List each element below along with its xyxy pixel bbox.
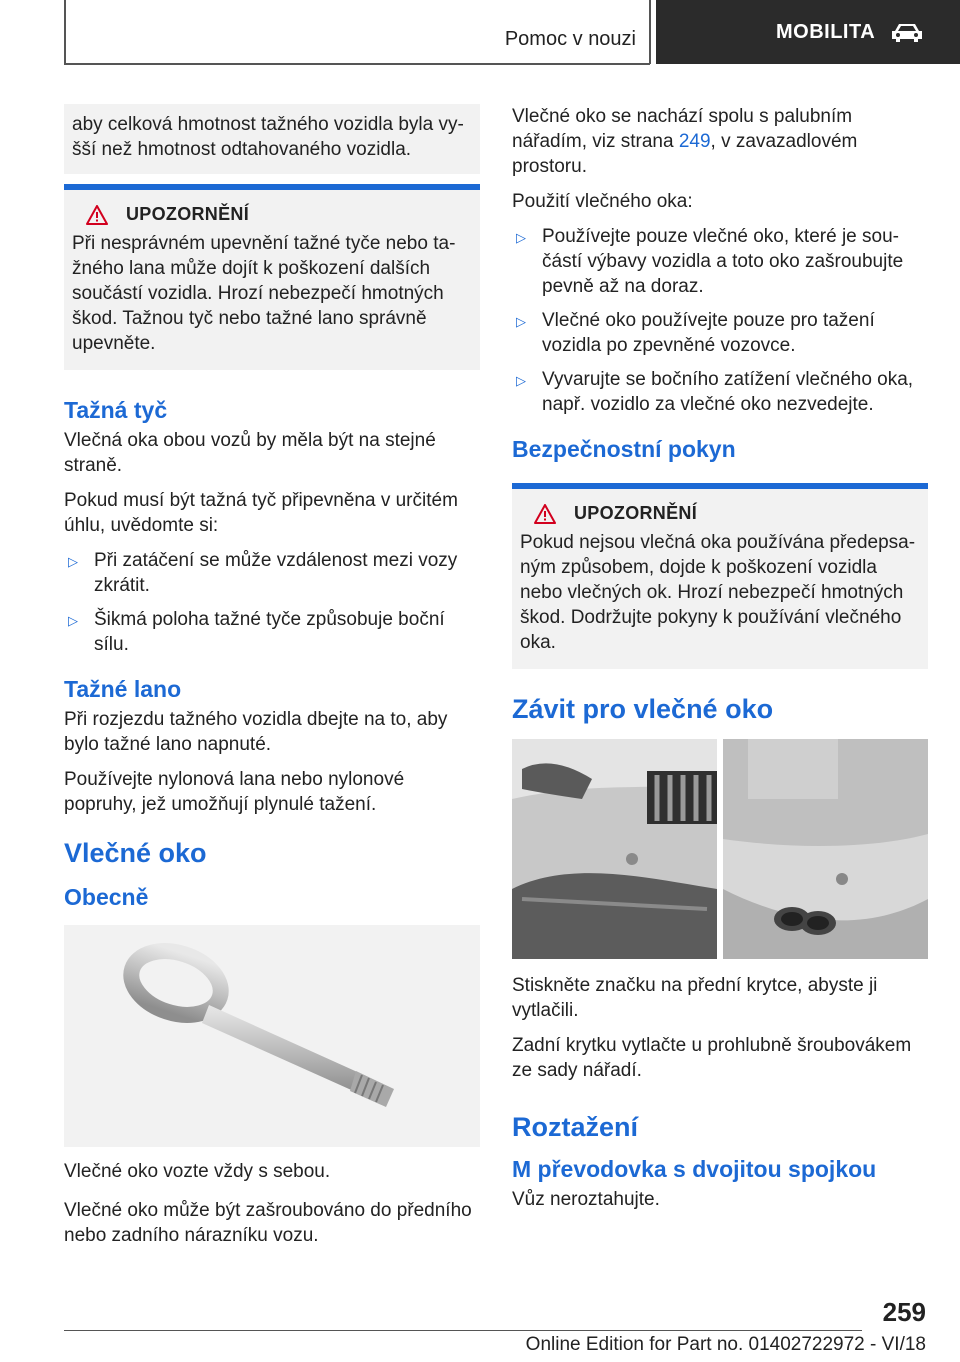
bullet-list [64,548,480,657]
page-number: 259 [882,1297,926,1327]
triangle-bullet-icon: ▷ [68,613,78,628]
car-icon [889,21,925,43]
page-reference-link[interactable]: 249 [678,131,711,152]
heading-tazne-lano: Tažné lano [64,676,182,702]
paragraph: Při rozjezdu tažného vozidla dbejte na to, aby bylo tažné lano napnuté. [64,709,448,755]
paragraph: Používejte nylonová lana nebo nylonové popruhy, jež umožňují plynulé tažení. [64,769,405,815]
list-item [512,367,928,417]
warning-box [512,483,928,669]
subheading-dct: M převodovka s dvojitou spojkou [512,1156,877,1182]
heading-vlecne-oko: Vlečné oko [64,838,207,868]
right-column [512,104,928,1222]
footer-rule [64,1330,862,1331]
subheading-obecne: Obecně [64,884,149,910]
list-item-text: Šikmá poloha tažné tyče způsobuje boční sílu. [94,609,445,655]
warning-title: UPOZORNĚNÍ [126,204,250,224]
heading-bezpecnostni-pokyn: Bezpečnostní pokyn [512,436,736,462]
paragraph [512,104,928,179]
warning-title: UPOZORNĚNÍ [574,503,698,523]
paragraph: Pokud musí být tažná tyč připevněna v určitém úhlu, uvědomte si: [64,490,458,536]
list-item [512,224,928,299]
paragraph: Použití vlečného oka: [512,191,693,212]
bumper-images [512,739,928,959]
list-item [64,607,480,657]
intro-box [64,104,480,174]
warning-box [64,184,480,370]
header-chapter-title: MOBILITA [776,20,876,43]
header-rule-bottom [64,63,650,65]
heading-roztazeni: Roztažení [512,1112,639,1142]
list-item-text: Vyvarujte se bočního zatížení vlečného oka, např. vozidlo za vlečné oko nezvedejte. [542,369,914,415]
list-item [64,548,480,598]
warning-header [534,503,920,524]
header-section-title: Pomoc v nouzi [504,28,636,50]
warning-text: Při nesprávném upevnění tažné tyče nebo tažného lana může dojít k poškození dalších součástí vozidla. Hrozí nebezpečí hmotných škod. Tažnou tyč nebo tažné lano správně upevněte. [72,233,456,354]
paragraph: Stiskněte značku na přední krytce, abyste ji vytlačili. [512,975,878,1021]
heading-zavit: Závit pro vlečné oko [512,694,774,724]
header-rule-left [64,0,66,64]
triangle-bullet-icon: ▷ [68,554,78,569]
tow-eye-illustration [64,925,480,1147]
bullet-list [512,224,928,417]
warning-icon [534,504,556,524]
paragraph: Vlečné oko může být zašroubováno do předního nebo zadního nárazníku vozu. [64,1200,472,1246]
header-divider [649,0,651,64]
list-item-text: Vlečné oko používejte pouze pro tažení vozidla po zpevněné vozovce. [542,310,875,356]
triangle-bullet-icon: ▷ [516,373,526,388]
text: , v zavazadlovém prostoru. [512,131,858,177]
paragraph: Vlečná oka obou vozů by měla být na stejné straně. [64,430,436,476]
list-item-text: Při zatáčení se může vzdálenost mezi vozy zkrátit. [94,550,458,596]
paragraph: Zadní krytku vytlačte u prohlubně šroubovákem ze sady nářadí. [512,1035,912,1081]
heading-tazna-tyc: Tažná tyč [64,397,168,423]
text: Vlečné oko se nachází spolu s palubním nářadím, viz strana [512,106,853,152]
header-chapter-tab [656,0,960,64]
tow-eye-image [64,925,480,1147]
warning-text: Pokud nejsou vlečná oka používána předepsaným způsobem, dojde k poškození vozidla nebo vlečných ok. Hrozí nebezpečí hmotných škod. Dodržujte pokyny k používání vlečného oka. [520,532,916,653]
triangle-bullet-icon: ▷ [516,230,526,245]
warning-icon [86,205,108,225]
warning-header [86,204,472,225]
list-item-text: Používejte pouze vlečné oko, které je součástí výbavy vozidla a toto oko zašroubujte pevně až na doraz. [542,226,904,297]
footer-edition: Online Edition for Part no. 01402722972 - VI/18 [525,1334,926,1355]
left-column [64,104,480,1258]
triangle-bullet-icon: ▷ [516,314,526,329]
intro-text: aby celková hmotnost tažného vozidla byla vyšší než hmotnost odtahovaného vozidla. [72,114,464,160]
paragraph: Vůz neroztahujte. [512,1189,660,1210]
paragraph: Vlečné oko vozte vždy s sebou. [64,1161,331,1182]
list-item [512,308,928,358]
bumper-photo [512,739,928,959]
